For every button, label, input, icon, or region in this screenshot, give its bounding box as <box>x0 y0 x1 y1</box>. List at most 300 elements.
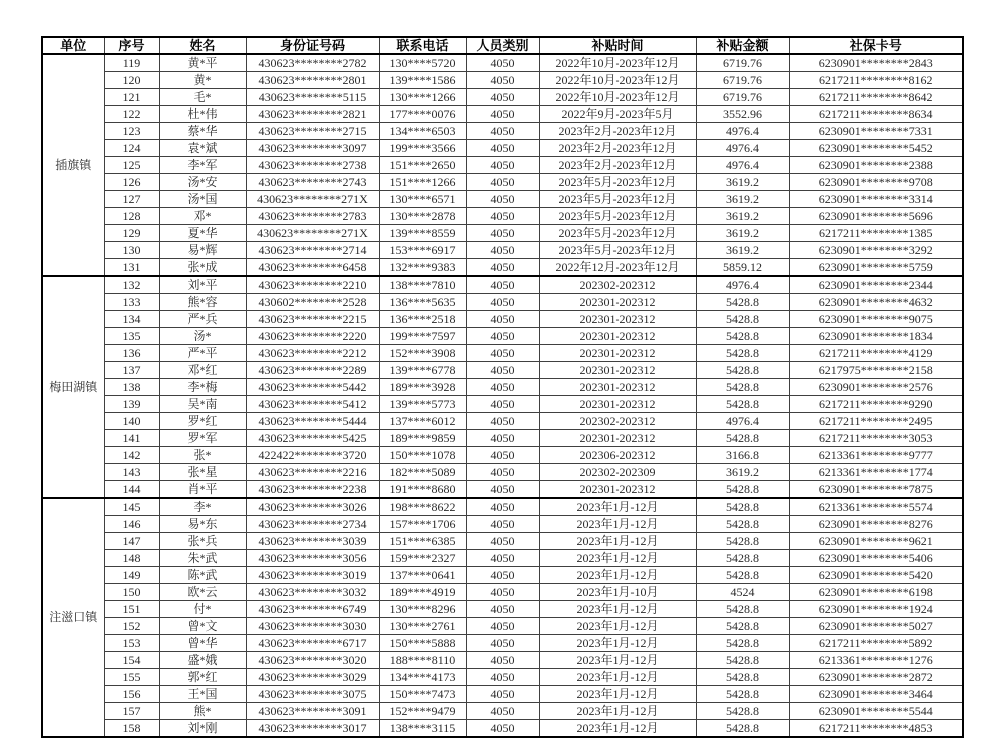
cell-name: 吴*南 <box>159 396 246 413</box>
cell-phone: 130****2878 <box>379 208 466 225</box>
unit-cell: 插旗镇 <box>42 54 104 276</box>
cell-serial: 155 <box>104 669 159 686</box>
cell-card-number: 6230901********7331 <box>789 123 963 140</box>
cell-name: 朱*武 <box>159 550 246 567</box>
cell-phone: 157****1706 <box>379 516 466 533</box>
cell-category: 4050 <box>466 464 539 481</box>
cell-category: 4050 <box>466 652 539 669</box>
cell-id-number: 430623********2821 <box>246 106 379 123</box>
table-row <box>42 362 963 379</box>
table-row <box>42 533 963 550</box>
cell-subsidy-amount: 5428.8 <box>696 635 789 652</box>
cell-subsidy-amount: 5859.12 <box>696 259 789 277</box>
cell-subsidy-amount: 3619.2 <box>696 242 789 259</box>
cell-id-number: 430623********2714 <box>246 242 379 259</box>
cell-subsidy-period: 2022年10月-2023年12月 <box>539 54 696 72</box>
cell-card-number: 6230901********3314 <box>789 191 963 208</box>
cell-category: 4050 <box>466 720 539 738</box>
cell-name: 邓*红 <box>159 362 246 379</box>
table-row <box>42 618 963 635</box>
cell-name: 熊* <box>159 703 246 720</box>
subsidy-table <box>41 36 964 738</box>
cell-subsidy-amount: 5428.8 <box>696 430 789 447</box>
cell-category: 4050 <box>466 396 539 413</box>
cell-phone: 151****6385 <box>379 533 466 550</box>
cell-card-number: 6230901********6198 <box>789 584 963 601</box>
cell-card-number: 6230901********2843 <box>789 54 963 72</box>
cell-id-number: 430623********3029 <box>246 669 379 686</box>
cell-phone: 151****1266 <box>379 174 466 191</box>
cell-phone: 130****5720 <box>379 54 466 72</box>
cell-serial: 153 <box>104 635 159 652</box>
cell-serial: 144 <box>104 481 159 499</box>
cell-card-number: 6217211********1385 <box>789 225 963 242</box>
cell-card-number: 6230901********1834 <box>789 328 963 345</box>
cell-phone: 159****2327 <box>379 550 466 567</box>
cell-phone: 151****2650 <box>379 157 466 174</box>
cell-category: 4050 <box>466 362 539 379</box>
table-header-row <box>42 37 963 54</box>
table-body <box>42 54 963 737</box>
cell-subsidy-amount: 4976.4 <box>696 276 789 294</box>
cell-subsidy-period: 2023年1月-12月 <box>539 635 696 652</box>
cell-subsidy-period: 2023年2月-2023年12月 <box>539 157 696 174</box>
cell-phone: 153****6917 <box>379 242 466 259</box>
cell-name: 张* <box>159 447 246 464</box>
cell-subsidy-period: 2023年1月-12月 <box>539 498 696 516</box>
cell-name: 张*星 <box>159 464 246 481</box>
cell-category: 4050 <box>466 567 539 584</box>
cell-name: 罗*军 <box>159 430 246 447</box>
cell-subsidy-amount: 5428.8 <box>696 516 789 533</box>
cell-phone: 182****5089 <box>379 464 466 481</box>
table-row <box>42 550 963 567</box>
cell-category: 4050 <box>466 157 539 174</box>
cell-serial: 125 <box>104 157 159 174</box>
table-row <box>42 601 963 618</box>
table-row <box>42 259 963 277</box>
cell-subsidy-period: 2023年1月-12月 <box>539 533 696 550</box>
cell-name: 陈*武 <box>159 567 246 584</box>
cell-id-number: 430623********5444 <box>246 413 379 430</box>
cell-subsidy-amount: 5428.8 <box>696 601 789 618</box>
table-row <box>42 652 963 669</box>
table-row <box>42 328 963 345</box>
unit-cell: 注滋口镇 <box>42 498 104 737</box>
cell-serial: 134 <box>104 311 159 328</box>
table-row <box>42 140 963 157</box>
cell-name: 汤*国 <box>159 191 246 208</box>
cell-subsidy-amount: 5428.8 <box>696 481 789 499</box>
cell-card-number: 6230901********3464 <box>789 686 963 703</box>
cell-card-number: 6213361********1774 <box>789 464 963 481</box>
cell-category: 4050 <box>466 259 539 277</box>
cell-id-number: 430623********2743 <box>246 174 379 191</box>
cell-category: 4050 <box>466 430 539 447</box>
table-row <box>42 54 963 72</box>
table-left-border-continuation <box>41 692 43 703</box>
cell-serial: 156 <box>104 686 159 703</box>
cell-subsidy-period: 2023年2月-2023年12月 <box>539 123 696 140</box>
column-header-subsidy-amount: 补贴金额 <box>696 37 789 54</box>
cell-subsidy-period: 2023年5月-2023年12月 <box>539 225 696 242</box>
column-header-serial: 序号 <box>104 37 159 54</box>
cell-name: 付* <box>159 601 246 618</box>
cell-category: 4050 <box>466 669 539 686</box>
cell-card-number: 6217975********2158 <box>789 362 963 379</box>
cell-subsidy-amount: 4976.4 <box>696 123 789 140</box>
cell-subsidy-amount: 5428.8 <box>696 498 789 516</box>
cell-card-number: 6213361********1276 <box>789 652 963 669</box>
cell-id-number: 430623********2801 <box>246 72 379 89</box>
cell-subsidy-amount: 3619.2 <box>696 208 789 225</box>
column-header-category: 人员类别 <box>466 37 539 54</box>
table-row <box>42 635 963 652</box>
cell-subsidy-amount: 5428.8 <box>696 396 789 413</box>
cell-subsidy-amount: 5428.8 <box>696 720 789 738</box>
cell-phone: 189****3928 <box>379 379 466 396</box>
table-row <box>42 89 963 106</box>
cell-phone: 189****9859 <box>379 430 466 447</box>
cell-category: 4050 <box>466 328 539 345</box>
cell-name: 易*辉 <box>159 242 246 259</box>
cell-name: 罗*红 <box>159 413 246 430</box>
cell-phone: 137****6012 <box>379 413 466 430</box>
cell-name: 李*梅 <box>159 379 246 396</box>
cell-id-number: 430623********3032 <box>246 584 379 601</box>
column-header-unit: 单位 <box>42 37 104 54</box>
cell-phone: 134****4173 <box>379 669 466 686</box>
cell-category: 4050 <box>466 174 539 191</box>
cell-phone: 139****5773 <box>379 396 466 413</box>
cell-subsidy-period: 202302-202309 <box>539 464 696 481</box>
cell-name: 肖*平 <box>159 481 246 499</box>
cell-serial: 139 <box>104 396 159 413</box>
cell-id-number: 430623********5115 <box>246 89 379 106</box>
cell-serial: 121 <box>104 89 159 106</box>
cell-serial: 157 <box>104 703 159 720</box>
cell-id-number: 430623********3026 <box>246 498 379 516</box>
cell-card-number: 6217211********9290 <box>789 396 963 413</box>
cell-name: 袁*斌 <box>159 140 246 157</box>
cell-phone: 152****3908 <box>379 345 466 362</box>
cell-card-number: 6230901********1924 <box>789 601 963 618</box>
cell-id-number: 430623********6717 <box>246 635 379 652</box>
cell-category: 4050 <box>466 345 539 362</box>
cell-serial: 124 <box>104 140 159 157</box>
cell-name: 黄* <box>159 72 246 89</box>
cell-subsidy-period: 202306-202312 <box>539 447 696 464</box>
cell-name: 黄*平 <box>159 54 246 72</box>
table-row <box>42 345 963 362</box>
table-row <box>42 242 963 259</box>
cell-subsidy-period: 202301-202312 <box>539 396 696 413</box>
cell-subsidy-amount: 6719.76 <box>696 72 789 89</box>
cell-card-number: 6230901********2576 <box>789 379 963 396</box>
cell-phone: 152****9479 <box>379 703 466 720</box>
cell-subsidy-period: 2023年1月-12月 <box>539 567 696 584</box>
cell-subsidy-period: 2023年1月-12月 <box>539 601 696 618</box>
cell-id-number: 430623********2782 <box>246 54 379 72</box>
cell-card-number: 6230901********3292 <box>789 242 963 259</box>
cell-subsidy-amount: 3552.96 <box>696 106 789 123</box>
table-row <box>42 584 963 601</box>
cell-subsidy-period: 202301-202312 <box>539 345 696 362</box>
cell-name: 曾*华 <box>159 635 246 652</box>
cell-serial: 142 <box>104 447 159 464</box>
cell-category: 4050 <box>466 413 539 430</box>
cell-serial: 138 <box>104 379 159 396</box>
cell-subsidy-amount: 5428.8 <box>696 533 789 550</box>
cell-subsidy-period: 2023年5月-2023年12月 <box>539 191 696 208</box>
cell-subsidy-period: 2023年1月-10月 <box>539 584 696 601</box>
cell-subsidy-period: 2023年1月-12月 <box>539 652 696 669</box>
cell-subsidy-amount: 5428.8 <box>696 652 789 669</box>
cell-serial: 145 <box>104 498 159 516</box>
cell-id-number: 430623********5425 <box>246 430 379 447</box>
cell-category: 4050 <box>466 703 539 720</box>
cell-id-number: 430623********6749 <box>246 601 379 618</box>
cell-subsidy-amount: 6719.76 <box>696 89 789 106</box>
cell-phone: 177****0076 <box>379 106 466 123</box>
cell-subsidy-amount: 4976.4 <box>696 413 789 430</box>
cell-subsidy-amount: 5428.8 <box>696 328 789 345</box>
table-row <box>42 464 963 481</box>
cell-card-number: 6230901********2872 <box>789 669 963 686</box>
cell-card-number: 6230901********5406 <box>789 550 963 567</box>
cell-id-number: 430623********3075 <box>246 686 379 703</box>
cell-subsidy-period: 2023年5月-2023年12月 <box>539 174 696 191</box>
cell-name: 汤* <box>159 328 246 345</box>
cell-subsidy-period: 202302-202312 <box>539 413 696 430</box>
cell-card-number: 6213361********5574 <box>789 498 963 516</box>
cell-serial: 150 <box>104 584 159 601</box>
cell-phone: 130****1266 <box>379 89 466 106</box>
cell-phone: 136****5635 <box>379 294 466 311</box>
table-row <box>42 379 963 396</box>
cell-category: 4050 <box>466 516 539 533</box>
cell-subsidy-amount: 5428.8 <box>696 311 789 328</box>
cell-card-number: 6217211********2495 <box>789 413 963 430</box>
cell-phone: 199****3566 <box>379 140 466 157</box>
table-row <box>42 516 963 533</box>
cell-id-number: 430623********2289 <box>246 362 379 379</box>
cell-id-number: 430623********5442 <box>246 379 379 396</box>
cell-subsidy-period: 2023年1月-12月 <box>539 669 696 686</box>
cell-card-number: 6217211********3053 <box>789 430 963 447</box>
cell-serial: 136 <box>104 345 159 362</box>
cell-card-number: 6230901********4632 <box>789 294 963 311</box>
cell-id-number: 430623********3039 <box>246 533 379 550</box>
cell-category: 4050 <box>466 550 539 567</box>
cell-id-number: 430623********3030 <box>246 618 379 635</box>
cell-subsidy-amount: 5428.8 <box>696 362 789 379</box>
cell-id-number: 430623********3091 <box>246 703 379 720</box>
cell-card-number: 6217211********4129 <box>789 345 963 362</box>
cell-subsidy-amount: 4524 <box>696 584 789 601</box>
cell-subsidy-amount: 5428.8 <box>696 550 789 567</box>
cell-name: 李* <box>159 498 246 516</box>
cell-id-number: 430623********2738 <box>246 157 379 174</box>
cell-category: 4050 <box>466 533 539 550</box>
cell-phone: 199****7597 <box>379 328 466 345</box>
cell-subsidy-amount: 3619.2 <box>696 464 789 481</box>
cell-phone: 137****0641 <box>379 567 466 584</box>
cell-name: 张*兵 <box>159 533 246 550</box>
cell-card-number: 6230901********5420 <box>789 567 963 584</box>
cell-category: 4050 <box>466 447 539 464</box>
cell-name: 李*军 <box>159 157 246 174</box>
cell-subsidy-period: 202301-202312 <box>539 294 696 311</box>
cell-phone: 191****8680 <box>379 481 466 499</box>
cell-id-number: 430623********5412 <box>246 396 379 413</box>
cell-name: 刘*刚 <box>159 720 246 738</box>
table-row <box>42 157 963 174</box>
cell-subsidy-amount: 4976.4 <box>696 157 789 174</box>
cell-subsidy-amount: 3619.2 <box>696 174 789 191</box>
cell-subsidy-period: 2023年1月-12月 <box>539 618 696 635</box>
cell-subsidy-amount: 6719.76 <box>696 54 789 72</box>
cell-subsidy-period: 2023年1月-12月 <box>539 720 696 738</box>
cell-category: 4050 <box>466 498 539 516</box>
cell-phone: 150****5888 <box>379 635 466 652</box>
cell-id-number: 430623********2215 <box>246 311 379 328</box>
cell-category: 4050 <box>466 379 539 396</box>
cell-serial: 158 <box>104 720 159 738</box>
cell-phone: 189****4919 <box>379 584 466 601</box>
cell-card-number: 6230901********5027 <box>789 618 963 635</box>
cell-subsidy-period: 2023年1月-12月 <box>539 686 696 703</box>
cell-serial: 123 <box>104 123 159 140</box>
cell-name: 毛* <box>159 89 246 106</box>
cell-id-number: 430623********2734 <box>246 516 379 533</box>
table-row <box>42 498 963 516</box>
table-row <box>42 276 963 294</box>
cell-subsidy-amount: 5428.8 <box>696 345 789 362</box>
cell-name: 易*东 <box>159 516 246 533</box>
cell-category: 4050 <box>466 635 539 652</box>
cell-serial: 147 <box>104 533 159 550</box>
cell-id-number: 430623********2216 <box>246 464 379 481</box>
cell-subsidy-period: 202301-202312 <box>539 362 696 379</box>
cell-card-number: 6230901********5696 <box>789 208 963 225</box>
cell-card-number: 6217211********4853 <box>789 720 963 738</box>
cell-card-number: 6230901********9621 <box>789 533 963 550</box>
cell-phone: 130****6571 <box>379 191 466 208</box>
cell-id-number: 430623********3097 <box>246 140 379 157</box>
cell-id-number: 430623********2783 <box>246 208 379 225</box>
column-header-id-number: 身份证号码 <box>246 37 379 54</box>
table-row <box>42 447 963 464</box>
cell-category: 4050 <box>466 191 539 208</box>
cell-subsidy-period: 202301-202312 <box>539 311 696 328</box>
cell-name: 郭*红 <box>159 669 246 686</box>
cell-subsidy-period: 202302-202312 <box>539 276 696 294</box>
cell-serial: 131 <box>104 259 159 277</box>
cell-name: 曾*文 <box>159 618 246 635</box>
cell-id-number: 430623********2715 <box>246 123 379 140</box>
table-row <box>42 413 963 430</box>
cell-phone: 188****8110 <box>379 652 466 669</box>
cell-category: 4050 <box>466 72 539 89</box>
cell-subsidy-amount: 3619.2 <box>696 191 789 208</box>
cell-card-number: 6230901********9075 <box>789 311 963 328</box>
cell-card-number: 6213361********9777 <box>789 447 963 464</box>
cell-card-number: 6230901********2388 <box>789 157 963 174</box>
cell-name: 蔡*华 <box>159 123 246 140</box>
cell-id-number: 430623********2210 <box>246 276 379 294</box>
cell-serial: 149 <box>104 567 159 584</box>
cell-card-number: 6217211********8642 <box>789 89 963 106</box>
cell-category: 4050 <box>466 140 539 157</box>
cell-subsidy-period: 2022年9月-2023年5月 <box>539 106 696 123</box>
cell-card-number: 6217211********5892 <box>789 635 963 652</box>
cell-id-number: 430623********3020 <box>246 652 379 669</box>
cell-phone: 130****8296 <box>379 601 466 618</box>
cell-serial: 141 <box>104 430 159 447</box>
cell-card-number: 6230901********7875 <box>789 481 963 499</box>
cell-phone: 198****8622 <box>379 498 466 516</box>
cell-serial: 154 <box>104 652 159 669</box>
cell-name: 严*平 <box>159 345 246 362</box>
cell-name: 汤*安 <box>159 174 246 191</box>
cell-phone: 150****1078 <box>379 447 466 464</box>
cell-subsidy-amount: 5428.8 <box>696 618 789 635</box>
cell-serial: 146 <box>104 516 159 533</box>
cell-id-number: 430623********3056 <box>246 550 379 567</box>
cell-id-number: 430602********2528 <box>246 294 379 311</box>
cell-serial: 128 <box>104 208 159 225</box>
cell-subsidy-period: 202301-202312 <box>539 481 696 499</box>
cell-phone: 139****6778 <box>379 362 466 379</box>
cell-name: 王*国 <box>159 686 246 703</box>
table-row <box>42 123 963 140</box>
unit-cell: 梅田湖镇 <box>42 276 104 498</box>
cell-subsidy-period: 202301-202312 <box>539 430 696 447</box>
table-row <box>42 106 963 123</box>
cell-serial: 152 <box>104 618 159 635</box>
cell-subsidy-period: 2023年1月-12月 <box>539 703 696 720</box>
cell-card-number: 6230901********9708 <box>789 174 963 191</box>
cell-subsidy-amount: 5428.8 <box>696 294 789 311</box>
cell-id-number: 430623********2220 <box>246 328 379 345</box>
cell-name: 张*成 <box>159 259 246 277</box>
cell-phone: 130****2761 <box>379 618 466 635</box>
cell-serial: 140 <box>104 413 159 430</box>
cell-phone: 134****6503 <box>379 123 466 140</box>
cell-card-number: 6230901********2344 <box>789 276 963 294</box>
cell-subsidy-amount: 5428.8 <box>696 669 789 686</box>
cell-subsidy-period: 2023年2月-2023年12月 <box>539 140 696 157</box>
cell-subsidy-amount: 5428.8 <box>696 379 789 396</box>
cell-id-number: 430623********271X <box>246 191 379 208</box>
cell-id-number: 422422********3720 <box>246 447 379 464</box>
cell-serial: 135 <box>104 328 159 345</box>
cell-serial: 129 <box>104 225 159 242</box>
cell-serial: 148 <box>104 550 159 567</box>
table-row <box>42 703 963 720</box>
cell-category: 4050 <box>466 686 539 703</box>
cell-name: 盛*娥 <box>159 652 246 669</box>
cell-name: 夏*华 <box>159 225 246 242</box>
cell-subsidy-period: 2022年10月-2023年12月 <box>539 72 696 89</box>
cell-category: 4050 <box>466 225 539 242</box>
table-row <box>42 686 963 703</box>
cell-category: 4050 <box>466 208 539 225</box>
cell-category: 4050 <box>466 294 539 311</box>
cell-category: 4050 <box>466 481 539 499</box>
cell-serial: 119 <box>104 54 159 72</box>
